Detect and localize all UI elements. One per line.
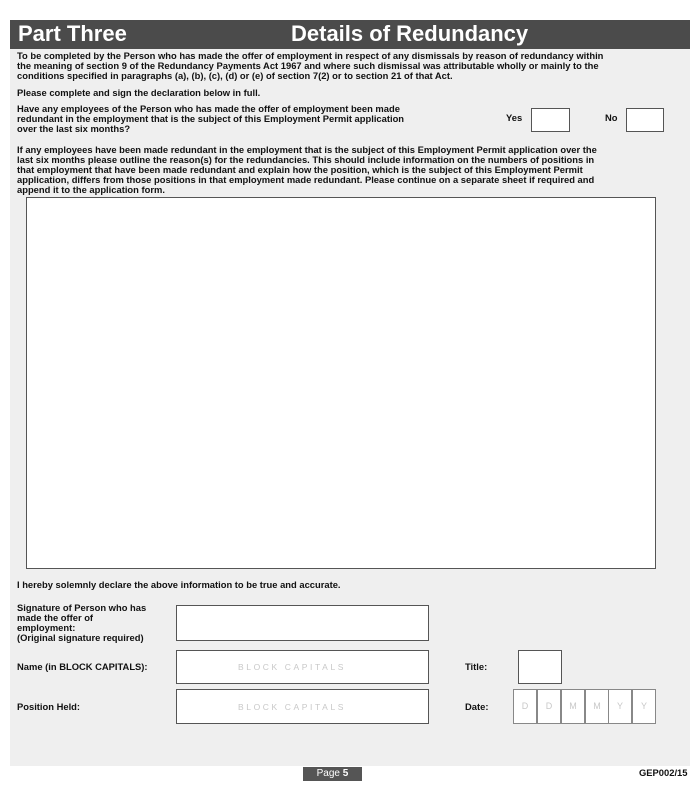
section-title: Details of Redundancy [291,21,529,46]
page-number-badge [303,767,362,781]
no-checkbox[interactable] [626,108,664,132]
name-label: Name (in BLOCK CAPITALS): [17,661,148,672]
part-label: Part Three [18,21,127,46]
question-line-2: redundant in the employment that is the subject of this Employment Permit application [17,113,405,124]
explain-line-4: application, differs from those positions in that employment made redundant. Please continue on a separate sheet if required and [17,174,595,185]
title-label: Title: [465,661,488,672]
date-day-1[interactable]: D [513,689,537,724]
name-field[interactable] [176,650,429,684]
intro-line-3: conditions specified in paragraphs (a), (b), (c), (d) or (e) of section 7(2) or to section 21 of that Act. [17,70,453,81]
signature-field[interactable] [176,605,429,641]
declaration-text: I hereby solemnly declare the above information to be true and accurate. [17,579,341,590]
redundancy-details-textarea[interactable] [26,197,656,569]
date-label: Date: [465,701,489,712]
date-year-1[interactable]: Y [608,689,632,724]
signature-label-line-2: made the offer of [17,612,94,623]
explain-line-3: that employment that have been made redundant and explain how the position, which is the subject of this Employment Permit [17,164,583,175]
explain-line-1: If any employees have been made redundant in the employment that is the subject of this Employment Permit application over the [17,144,597,155]
explain-line-2: last six months please outline the reason(s) for the redundancies. This should include information on the numbers of positions in [17,154,595,165]
date-day-2[interactable]: D [537,689,561,724]
position-placeholder: BLOCK CAPITALS [238,702,347,712]
title-field[interactable] [518,650,562,684]
date-month-1[interactable]: M [561,689,585,724]
signature-label-line-1: Signature of Person who has [17,602,147,613]
yes-label: Yes [506,112,523,123]
section-header [10,20,690,49]
instruction-text: Please complete and sign the declaration below in full. [17,87,261,98]
position-label: Position Held: [17,701,81,712]
question-line-1: Have any employees of the Person who has made the offer of employment been made [17,103,400,114]
signature-label-line-4: (Original signature required) [17,632,144,643]
page-number: 5 [342,768,349,779]
date-year-2[interactable]: Y [632,689,656,724]
signature-label-line-3: employment: [17,622,76,633]
intro-line-2: the meaning of section 9 of the Redundancy Payments Act 1967 and where such dismissal was attributable wholly or mainly to the [17,60,599,71]
name-placeholder: BLOCK CAPITALS [238,662,347,672]
date-month-2[interactable]: M [585,689,609,724]
intro-line-1: To be completed by the Person who has made the offer of employment in respect of any dismissals by reason of redundancy within [17,50,604,61]
page-word: Page [316,768,340,779]
no-label: No [605,112,618,123]
yes-checkbox[interactable] [531,108,570,132]
question-line-3: over the last six months? [17,123,131,134]
position-field[interactable] [176,689,429,724]
form-code: GEP002/15 [639,767,688,778]
explain-line-5: append it to the application form. [17,184,165,195]
